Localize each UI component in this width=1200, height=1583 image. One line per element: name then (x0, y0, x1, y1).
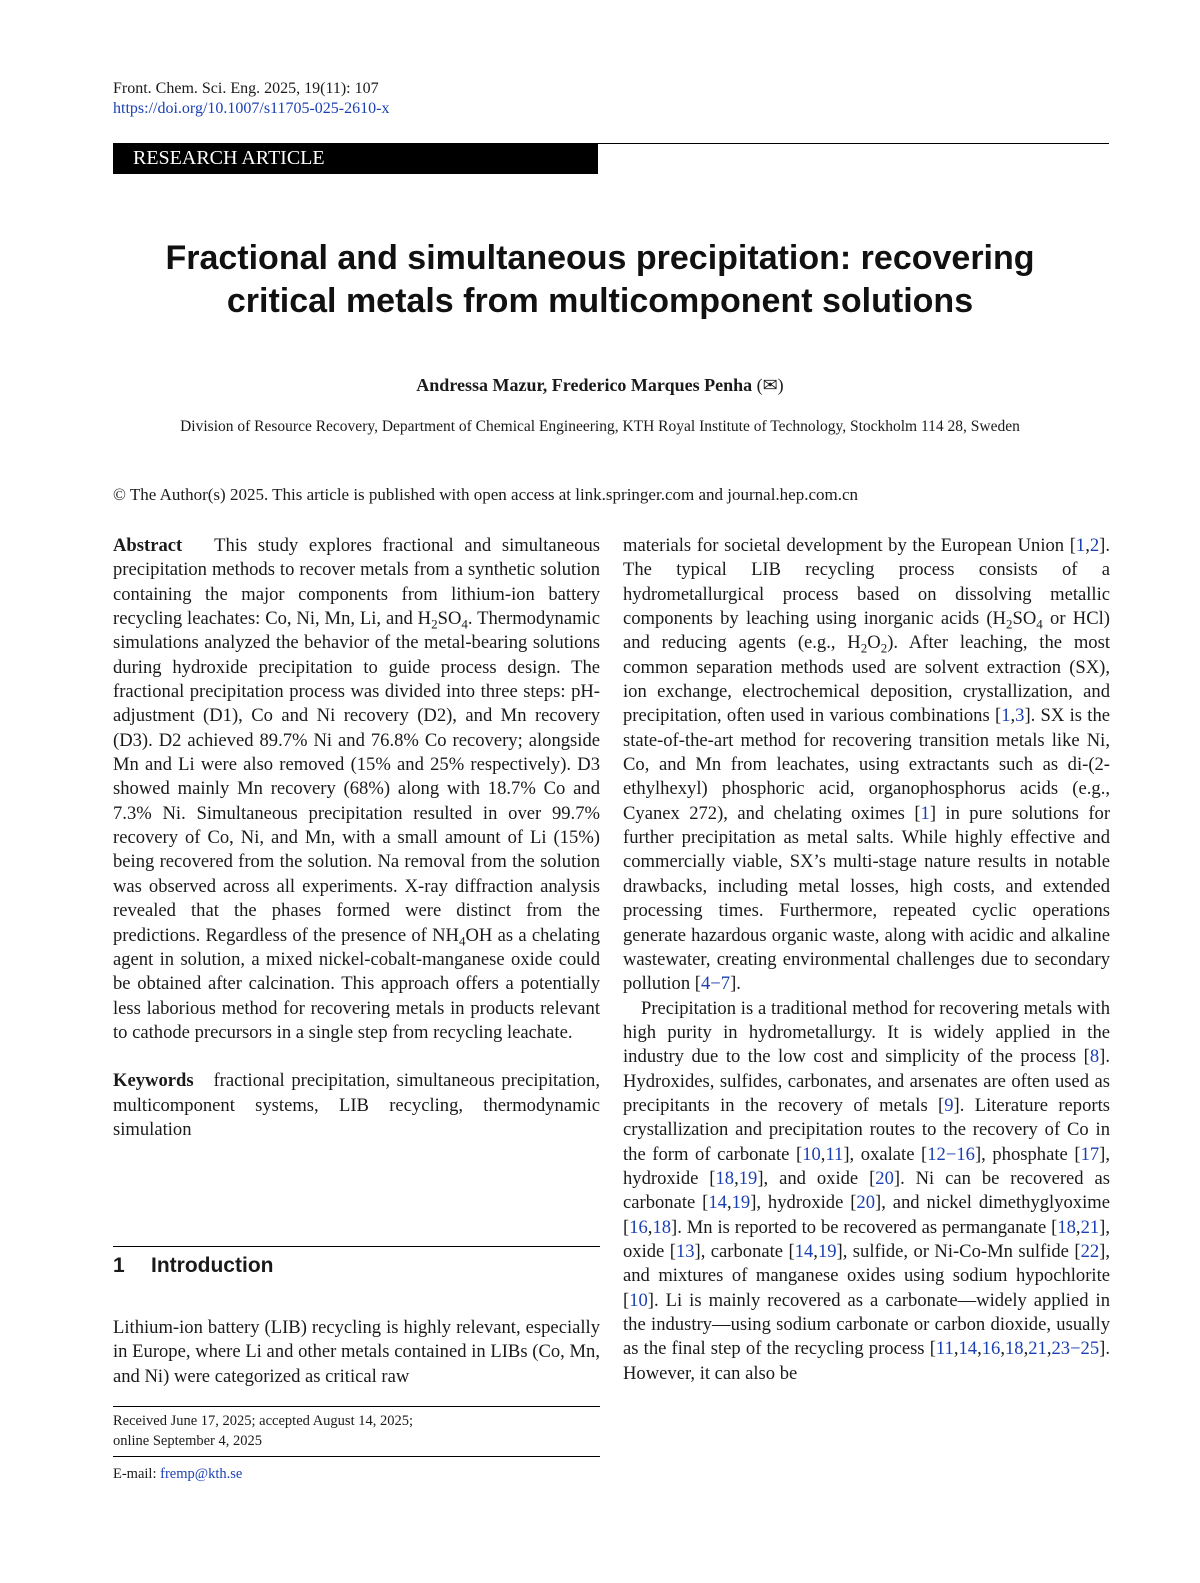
article-title (100, 237, 1100, 323)
subscript: 2 (860, 640, 868, 656)
citation-link[interactable]: 18 (1004, 1338, 1024, 1360)
text: , (1085, 535, 1090, 556)
title-line-1: Fractional and simultaneous precipitation: recovering (165, 239, 1035, 277)
citation-link[interactable]: 8 (1089, 1046, 1100, 1068)
paragraph-1 (623, 534, 1110, 997)
text: materials for societal development by the European Union [ (623, 535, 1076, 556)
text: ], hydroxide [ (623, 1143, 1110, 1189)
citation-link[interactable]: 21 (1028, 1338, 1047, 1360)
citation-link[interactable]: 3 (1015, 705, 1025, 727)
abstract-sub-2: 4 (461, 616, 468, 632)
citation-link[interactable]: 14 (708, 1192, 727, 1214)
text: ], oxalate [ (843, 1143, 928, 1165)
text: ]. Mn is reported to be recovered as permanganate [ (671, 1216, 1058, 1238)
text: , (953, 1338, 959, 1360)
abstract-sub-3: 4 (458, 933, 466, 949)
email-label: E-mail: (113, 1466, 161, 1482)
keywords (113, 1069, 600, 1142)
abstract-text-4: OH as a chelating agent in solution, a mixed nickel-cobalt-manganese oxide could be obtained after calcination. This approach offers a potentially less laborious method for recovering metals in products relevant to cathode precursors in a single step from recycling leachate. (113, 924, 600, 1043)
keywords-heading: Keywords (113, 1070, 194, 1092)
text: ]. Hydroxides, sulfides, carbonates, and arsenates are often used as precipitants in the recovery of metals [ (623, 1046, 1110, 1116)
citation-link[interactable]: 4−7 (701, 973, 731, 995)
citation-link[interactable]: 1 (920, 802, 930, 824)
left-column (113, 534, 600, 1142)
subscript: 4 (1036, 616, 1043, 632)
citation-link[interactable]: 12−16 (927, 1143, 975, 1165)
text: ]. Literature reports crystallization and precipitation routes to the recovery of Co in the form of carbonate [ (623, 1094, 1110, 1165)
citation-link[interactable]: 10 (802, 1143, 821, 1165)
citation-link[interactable]: 18 (652, 1216, 672, 1238)
citation-link[interactable]: 19 (738, 1167, 758, 1189)
text: , (726, 1192, 732, 1214)
text: , (1046, 1338, 1052, 1360)
text: ], and nickel dimethyglyoxime [ (623, 1192, 1110, 1238)
text: ]. Ni can be recovered as carbonate [ (623, 1167, 1110, 1214)
citation-link[interactable]: 14 (794, 1240, 814, 1262)
citation-link[interactable]: 13 (675, 1240, 695, 1262)
journal-citation: Front. Chem. Sci. Eng. 2025, 19(11): 107 (113, 80, 379, 97)
text: , (1075, 1216, 1081, 1238)
title-line-2: critical metals from multicomponent solutions (226, 282, 974, 320)
citation-link[interactable]: 20 (875, 1167, 894, 1189)
section-rule (113, 1246, 600, 1247)
text: ], hydroxide [ (750, 1192, 857, 1214)
citation-link[interactable]: 22 (1080, 1240, 1100, 1262)
abstract-sub-1: 2 (431, 616, 438, 632)
received-dates (113, 1411, 600, 1451)
footnote-rule (113, 1406, 600, 1407)
text: , (813, 1240, 818, 1262)
author-names: Andressa Mazur, Frederico Marques Penha (416, 375, 753, 395)
paragraph-2 (623, 997, 1110, 1387)
text: ], oxide [ (623, 1216, 1110, 1262)
text: ], sulfide, or Ni-Co-Mn sulfide [ (836, 1240, 1081, 1262)
citation-link[interactable]: 11 (935, 1338, 954, 1360)
introduction-paragraph: Lithium-ion battery (LIB) recycling is highly relevant, especially in Europe, where Li and other metals contained in LIBs (Co, Mn, and Ni) were categorized as critical raw (113, 1317, 600, 1387)
citation-link[interactable]: 20 (856, 1192, 876, 1214)
citation-link[interactable]: 1 (1075, 535, 1086, 556)
subscript: 2 (1005, 616, 1013, 632)
author-list (100, 373, 1100, 397)
citation-link[interactable]: 21 (1080, 1216, 1100, 1238)
citation-link[interactable]: 18 (715, 1167, 735, 1189)
text: ]. The typical LIB recycling process consists of a hydrometallurgical process based on dissolving metallic components by leaching using inorganic acids (H (623, 535, 1110, 630)
online-line: online September 4, 2025 (113, 1433, 263, 1449)
text: ]. However, it can also be (623, 1338, 1110, 1384)
subscript: 2 (880, 640, 888, 656)
doi-link[interactable] (113, 99, 389, 119)
citation-link[interactable]: 16 (981, 1338, 1001, 1360)
copyright-notice: © The Author(s) 2025. This article is published with open access at link.springer.com and journal.hep.com.cn (113, 485, 859, 504)
citation-link[interactable]: 16 (629, 1216, 648, 1238)
affiliation: Division of Resource Recovery, Department of Chemical Engineering, KTH Royal Institute of Technology, Stockholm 114 28, Sweden (180, 418, 1020, 435)
header-rule (598, 143, 1109, 144)
citation-link[interactable]: 2 (1089, 535, 1100, 556)
email-link[interactable]: fremp@kth.se (160, 1466, 243, 1482)
citation-link[interactable]: 9 (944, 1094, 954, 1116)
footnote-rule-2 (113, 1456, 600, 1457)
article-type-banner: RESEARCH ARTICLE (113, 143, 598, 174)
section-heading-introduction (113, 1252, 273, 1280)
text: ). After leaching, the most common separation methods used are solvent extraction (SX), ion exchange, electrochemical deposition, crystallization, and precipitation, often used in various combinations [ (623, 632, 1110, 727)
section-number: 1 (113, 1254, 125, 1277)
citation-link[interactable]: 10 (629, 1289, 648, 1311)
text: ], phosphate [ (974, 1143, 1081, 1165)
abstract-text-1: This study explores fractional and simultaneous precipitation methods to recover metals from a synthetic solution containing the major components from lithium-ion battery recycling leachates: Co, Ni, Mn, Li, and H (113, 535, 600, 630)
right-column (623, 534, 1110, 1386)
citation-link[interactable]: 18 (1057, 1216, 1076, 1238)
citation-link[interactable]: 1 (1001, 705, 1011, 727)
text: ] in pure solutions for further precipitation as metal salts. While highly effective and commercially viable, SX’s multi-stage nature results in notable drawbacks, including metal losses, high costs, and extended processing times. Furthermore, repeated cyclic operations generate hazardous organic waste, along with acidic and alkaline wastewater, creating environmental challenges due to secondary pollution [ (623, 802, 1111, 995)
text: ], and oxide [ (757, 1167, 876, 1189)
text: ], and mixtures of manganese oxides using sodium hypochlorite [ (623, 1240, 1110, 1311)
abstract-text-2: SO (437, 608, 462, 630)
citation-link[interactable]: 14 (958, 1338, 978, 1360)
contact-email (113, 1464, 242, 1484)
text: , (820, 1143, 826, 1165)
text: ]. Li is mainly recovered as a carbonate—widely applied in the industry—using sodium carbonate or carbon dioxide, usually as the final step of the recycling process [ (623, 1289, 1110, 1360)
text: , (734, 1167, 739, 1189)
section-title: Introduction (151, 1254, 274, 1277)
text: O (867, 632, 881, 654)
citation-link[interactable]: 19 (731, 1192, 751, 1214)
abstract (113, 534, 600, 1045)
abstract-text-3: . Thermodynamic simulations analyzed the behavior of the metal-bearing solutions during hydroxide precipitation to guide process design. The fractional precipitation process was divided into three steps: pH-adjustment (D1), Co and Ni recovery (D2), and Mn recovery (D3). D2 achieved 89.7% Ni and 76.8% Co recovery; alongside Mn and Li were also removed (15% and 25% respectively). D3 showed mainly Mn recovery (68%) along with 18.7% Co and 7.3% Ni. Simultaneous precipitation resulted in over 99.7% recovery of Co, Ni, and Mn, with a small amount of Li (15%) being recovered from the solution. Na removal from the solution was observed across all experiments. X-ray diffraction analysis revealed that the phases formed were distinct from the predictions. Regardless of the presence of NH (113, 608, 600, 946)
abstract-heading: Abstract (113, 535, 183, 556)
doi-link-text[interactable]: https://doi.org/10.1007/s11705-025-2610-x (113, 100, 390, 117)
text: ]. (730, 973, 741, 995)
text: , (1000, 1338, 1005, 1360)
text: , (1023, 1338, 1029, 1360)
keywords-text: fractional precipitation, simultaneous precipitation, multicomponent systems, LIB recycling, thermodynamic simulation (113, 1070, 600, 1140)
text: ], carbonate [ (694, 1240, 795, 1262)
citation-link[interactable]: 23−25 (1051, 1338, 1100, 1360)
text: SO (1012, 608, 1037, 630)
citation-link[interactable]: 11 (825, 1143, 844, 1165)
text: , (1010, 705, 1016, 727)
text: , (647, 1216, 653, 1238)
text: or HCl) and reducing agents (e.g., H (623, 608, 1110, 654)
text: , (977, 1338, 982, 1360)
received-line: Received June 17, 2025; accepted August 14, 2025; (113, 1413, 414, 1429)
citation-link[interactable]: 19 (817, 1240, 837, 1262)
text: Precipitation is a traditional method for recovering metals with high purity in hydrometallurgy. It is widely applied in the industry due to the low cost and simplicity of the process [ (623, 997, 1110, 1068)
text: ]. SX is the state-of-the-art method for recovering transition metals like Ni, Co, and Mn from leachates, using extractants such as di-(2-ethylhexyl) phosphoric acid, organophosphorus acids (e.g., Cyanex 272), and chelating oximes [ (623, 705, 1111, 824)
envelope-icon: (✉) (756, 375, 784, 395)
citation-link[interactable]: 17 (1080, 1143, 1100, 1165)
